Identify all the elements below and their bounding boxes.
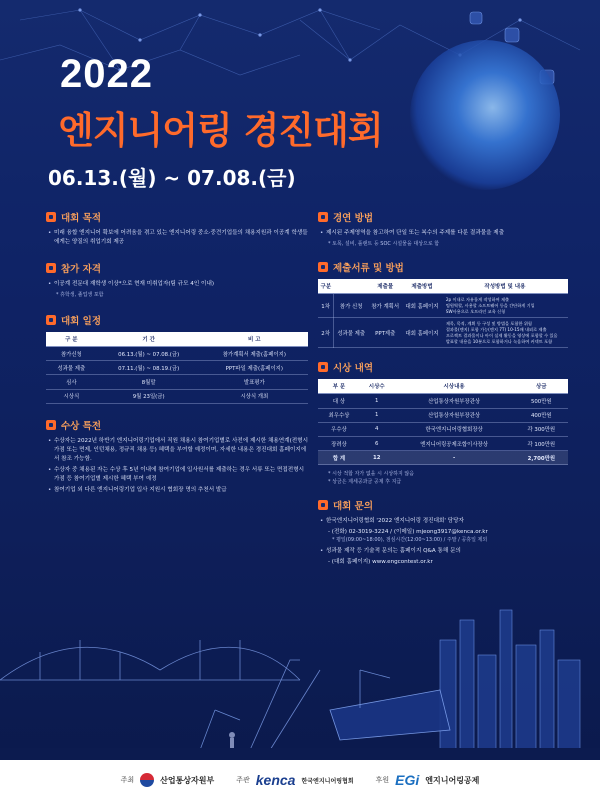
table-cell: 9월 23일(금) [97, 389, 201, 403]
table-cell: 참가 계획서 [368, 294, 402, 318]
trophy-icon [46, 420, 56, 430]
phone-icon [318, 500, 328, 510]
table-row [46, 389, 308, 403]
cityscape-decoration [0, 560, 600, 760]
right-column [318, 210, 568, 576]
table-total-row [318, 451, 568, 465]
detail-line: 프로젝트 결과물이나 아이 실제 활동을 영상에 포함할 수 있음 [445, 332, 558, 338]
section-title: 제출서류 및 방법 [333, 263, 404, 274]
government-emblem-icon [140, 773, 154, 787]
table-cell: 1차 [318, 294, 334, 318]
table-row [318, 436, 568, 450]
kenca-logo: kenca [255, 772, 296, 788]
section-title: 참가 자격 [61, 264, 102, 275]
table-cell: 각 300만원 [515, 422, 568, 436]
method-text: • 제시된 주제영역을 참고하여 단일 또는 복수의 주제를 다룬 결과물을 제출 [318, 229, 568, 238]
table-row [318, 408, 568, 422]
table-cell: 4 [360, 422, 394, 436]
globe-decoration [410, 40, 560, 190]
table-cell: 12 [360, 451, 394, 465]
table-cell: PPT파일 제출(홈페이지) [201, 361, 308, 375]
table-header: 작성방법 및 내용 [442, 279, 568, 294]
table-cell: 산업통상자원부장관상 [394, 394, 515, 408]
folder-icon [318, 262, 328, 272]
table-cell: 2,700만원 [515, 451, 568, 465]
awards-note: * 시상 적합 자가 없을 시 시상하지 않음 [328, 471, 415, 478]
medal-icon [318, 362, 328, 372]
detail-line: SW사용으로 오프라인 교육 신청 [445, 308, 506, 314]
detail-line: 제목, 목적, 계획 등 구성 및 방법을 포함한 위험 [445, 320, 532, 326]
left-column [46, 210, 308, 505]
table-row [318, 394, 568, 408]
table-cell: 각 100만원 [515, 436, 568, 450]
section-submission [318, 260, 568, 348]
table-cell: 참가신청 [46, 347, 97, 361]
egi-logo: EGi [395, 772, 420, 788]
table-cell: 06.13.(월) ~ 07.08.(금) [97, 347, 201, 361]
table-header: 비 고 [201, 332, 308, 347]
table-header: 구 분 [46, 332, 97, 347]
table-cell [442, 318, 568, 348]
section-title: 대회 문의 [333, 501, 374, 513]
table-cell: 한국엔지니어링협회장상 [394, 422, 515, 436]
contact-text: • 한국엔지니어링협회 '2022 엔지니어링 경진대회' 담당자 [318, 517, 568, 526]
benefit-text: • 수상자 중 채용된 자는 수상 후 5년 이내에 참여기업에 입사원서를 제출하는 경우 서류 또는 면접전형시 가점 등 참여기업별 제시한 혜택 부여 예정 [46, 466, 308, 484]
table-header [334, 279, 369, 294]
organizer-name: 한국엔지니어링협회 [301, 777, 354, 785]
table-cell: 1 [360, 394, 394, 408]
detail-line: 2p 이내로 자유롭게 작성하여 제출 [445, 296, 510, 302]
section-title: 수상 특전 [61, 420, 102, 432]
table-cell: 성과물 제출 [334, 318, 369, 348]
table-cell: 산업통상자원부장관상 [394, 408, 515, 422]
table-cell: 시상식 개최 [201, 389, 308, 403]
table-header: 기 간 [97, 332, 201, 347]
table-row [318, 422, 568, 436]
table-cell: 참가계획서 제출(홈페이지) [201, 347, 308, 361]
section-schedule [46, 313, 308, 404]
table-cell: 엔지니어링공제조합이사장상 [394, 436, 515, 450]
table-cell: 07.11.(월) ~ 08.19.(금) [97, 361, 201, 375]
table-cell [442, 294, 568, 318]
table-cell: 성과물 제출 [46, 361, 97, 375]
awards-note: * 상금은 제세공과금 공제 후 지급 [328, 479, 402, 486]
eligibility-text: • 이공계 전문대 재학생 이상*으로 현재 미취업자(팀 규모 4인 이내) [46, 280, 308, 289]
person-icon [46, 212, 56, 222]
section-eligibility [46, 261, 308, 299]
table-cell: 참가 신청 [334, 294, 369, 318]
contact-text: • 성과물 제작 등 기술적 문의는 홈페이지 Q&A 통해 문의 [318, 547, 568, 556]
table-cell: 500만원 [515, 394, 568, 408]
sponsor-name: 엔지니어링공제 [425, 775, 480, 785]
method-note: * 토목, 설비, 플랜트 등 SOC 시설물을 대상으로 함 [328, 241, 440, 247]
table-header: 상금 [515, 379, 568, 394]
benefit-text: • 참여기업 외 다른 엔지니어링기업 입사 지원시 협회장 명의 추천서 발급 [46, 486, 308, 495]
table-cell: 장려상 [318, 436, 360, 450]
detail-line: 팀원역할, 사용할 소프트웨어 등을 간단하게 기입 [445, 302, 535, 308]
organizer-role: 주관 [236, 776, 250, 784]
table-row [46, 361, 308, 375]
detail-line: 발표할 내용을 10분으로 포함하거나 녹음하여 커넥트 포함 [445, 338, 553, 344]
table-row [46, 347, 308, 361]
section-title: 대회 목적 [61, 213, 102, 224]
table-cell: 400만원 [515, 408, 568, 422]
host [121, 773, 215, 787]
table-header: 부 문 [318, 379, 360, 394]
host-name: 산업통상자원부 [160, 775, 215, 785]
eligibility-note: * 휴학생, 졸업생 포함 [56, 292, 104, 298]
section-awards [318, 360, 568, 486]
table-cell: 2차 [318, 318, 334, 348]
contact-note: * 평일(09:00~18:00), 점심시간(12:00~13:00) / 주말 / 공휴일 제외 [332, 537, 488, 544]
section-title: 경연 방법 [333, 213, 374, 224]
section-benefits [46, 418, 308, 495]
host-role: 주최 [120, 776, 135, 784]
table-cell: 1 [360, 408, 394, 422]
table-cell: 6 [360, 436, 394, 450]
section-title: 대회 일정 [61, 316, 102, 327]
calendar-icon [46, 315, 56, 325]
table-header: 제출방법 [402, 279, 442, 294]
table-cell: 발표평가 [201, 375, 308, 389]
footer [0, 760, 600, 800]
sponsor-role: 후원 [375, 776, 390, 784]
table-cell: 대회 홈페이지 [402, 294, 442, 318]
table-cell: 최우수상 [318, 408, 360, 422]
contact-line: - (전화) 02-3019-3224 / (이메일) mjeong3917@kenca.or.kr [328, 529, 488, 536]
submission-table [318, 279, 568, 348]
schedule-table [46, 332, 308, 404]
document-icon [318, 212, 328, 222]
group-icon [46, 263, 56, 273]
section-purpose [46, 210, 308, 247]
table-cell: PPT제출 [368, 318, 402, 348]
sponsor [376, 772, 480, 788]
table-cell: - [394, 451, 515, 465]
table-cell: 합 계 [318, 451, 360, 465]
table-cell: 시상식 [46, 389, 97, 403]
table-row [318, 294, 568, 318]
section-title: 시상 내역 [333, 363, 374, 375]
detail-line: 결과물(엔지) 포함 가능(엔지 7T) 10-15매 내외로 제출 [445, 326, 547, 332]
table-cell: 8월말 [97, 375, 201, 389]
event-date: 06.13.(월) ~ 07.08.(금) [48, 166, 296, 190]
table-header: 시상내용 [394, 379, 515, 394]
table-row [318, 318, 568, 348]
table-header: 시상수 [360, 379, 394, 394]
purpose-text: • 미래 융합 엔지니어 확보에 어려움을 겪고 있는 엔지니어링 중소·중견기업들의 채용지원과 이공계 학생들에게는 양질의 취업기회 제공 [46, 229, 308, 247]
benefit-text: • 수상자는 2022년 하반기 엔지니어링기업에서 직원 채용시 참여기업별로 사전에 제시한 채용연계(전형시 가점 또는 면제, 인턴채용, 정규직 채용 등) 혜택을 부여할 예정이며, 자세한 내용은 경진대회 홈페이지에서 참조 가능함. [46, 437, 308, 464]
contact-line: - (대회 홈페이지) www.engcontest.or.kr [328, 559, 433, 566]
table-cell: 대 상 [318, 394, 360, 408]
table-header: 구분 [318, 279, 334, 294]
table-cell: 심사 [46, 375, 97, 389]
section-method [318, 210, 568, 248]
table-row [46, 375, 308, 389]
table-header: 제출물 [368, 279, 402, 294]
organizer [236, 772, 353, 788]
event-year: 2022 [60, 52, 153, 96]
table-cell: 대회 홈페이지 [402, 318, 442, 348]
awards-table [318, 379, 568, 465]
table-cell: 우수상 [318, 422, 360, 436]
event-title: 엔지니어링 경진대회 [58, 109, 383, 152]
section-contact [318, 498, 568, 566]
